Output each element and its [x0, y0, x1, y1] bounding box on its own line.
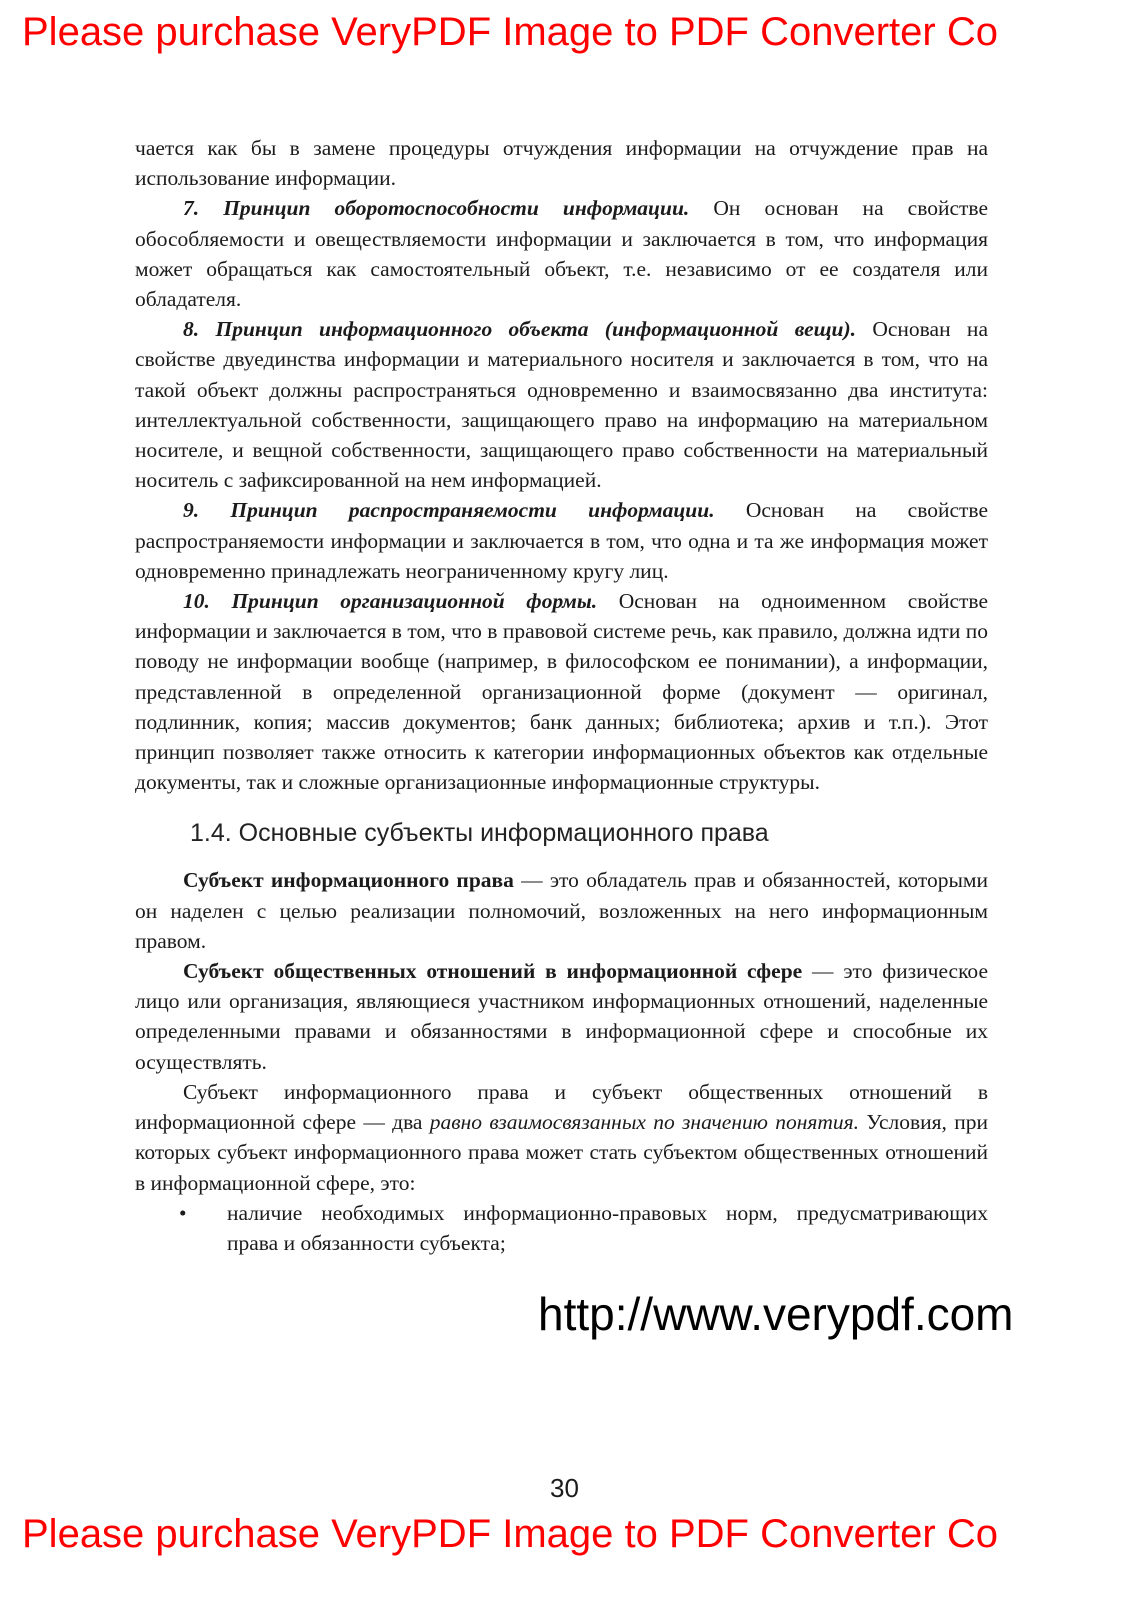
paragraph-principle-8 [135, 314, 988, 495]
paragraph-principle-9 [135, 495, 988, 586]
section-heading: 1.4. Основные субъекты информационного права [190, 819, 769, 848]
list-item-text: наличие необходимых информационно-правовых норм, предусматривающих права и обязанности субъекта; [227, 1200, 988, 1255]
social-subject-term: Субъект общественных отношений в информационной сфере [183, 959, 803, 984]
principle-10-title: 10. Принцип организационной формы. [183, 589, 598, 614]
principle-9-text: Основан на свойстве распространяемости информации и заключается в том, что одна и та же информация может одновременно принадлежать неограниченному кругу лиц. [135, 498, 988, 583]
subject-relation-italic: равно взаимосвязанных по значению понятия. [429, 1110, 860, 1135]
list-item [135, 1198, 988, 1258]
page-number: 30 [550, 1473, 579, 1503]
principle-8-text: Основан на свойстве двуединства информации и материального носителя и заключается в том, что на такой объект должны распространяться одновременно и взаимосвязанно два института: интеллектуальной собственности, защищающего право на информацию на материальном носителе, и вещной собственности, защищающего право собственности на материальный носитель с зафиксированной на нем информацией. [135, 317, 988, 493]
principle-8-title: 8. Принцип информационного объекта (информационной вещи). [183, 317, 857, 342]
subject-relation-text-2: Условия, при которых субъект информационного права может стать субъектом общественных отношений в информационной сфере, это: [135, 1110, 988, 1195]
watermark-url: http://www.verypdf.com [538, 1288, 1014, 1340]
principle-7-text: Он основан на свойстве обособляемости и овеществляемости информации и заключается в том, что информация может обращаться как самостоятельный объект, т.е. независимо от ее создателя или обладателя. [135, 196, 988, 312]
paragraph-principle-10 [135, 586, 988, 797]
paragraph-continuation: чается как бы в замене процедуры отчуждения информации на отчуждение прав на использование информации. [135, 136, 988, 191]
paragraph-subject-definition [135, 865, 988, 956]
principle-9-title: 9. Принцип распространяемости информации. [183, 498, 715, 523]
watermark-top: Please purchase VeryPDF Image to PDF Converter Co [22, 10, 998, 54]
bullet-icon: • [179, 1200, 187, 1225]
watermark-bottom: Please purchase VeryPDF Image to PDF Converter Co [22, 1512, 998, 1556]
principle-7-title: 7. Принцип оборотоспособности информации. [183, 196, 690, 221]
subject-relation-text-1: Субъект информационного права и субъект общественных отношений в информационной сфере — два [135, 1079, 988, 1135]
page-body [135, 133, 988, 1258]
principle-10-text: Основан на одноименном свойстве информации и заключается в том, что в правовой системе речь, как правило, должна идти по поводу не информации вообще (например, в философском ее понимании), а информации, представленной в определенной организационной форме (документ — оригинал, подлинник, копия; массив документов; банк данных; библиотека; архив и т.п.). Этот принцип позволяет также относить к категории информационных объектов как отдельные документы, так и сложные организационные информационные структуры. [135, 589, 988, 795]
paragraph-subject-relation [135, 1077, 988, 1198]
paragraph-principle-7 [135, 193, 988, 314]
subject-term: Субъект информационного права [183, 868, 514, 893]
social-subject-definition-text: — это физическое лицо или организация, являющиеся участником информационных отношений, наделенные определенными правами и обязанностями в информационной сфере и способные их осуществлять. [135, 959, 988, 1074]
paragraph-social-subject-definition [135, 956, 988, 1077]
subject-definition-text: — это обладатель прав и обязанностей, которыми он наделен с целью реализации полномочий, возложенных на него информационным правом. [135, 868, 988, 953]
